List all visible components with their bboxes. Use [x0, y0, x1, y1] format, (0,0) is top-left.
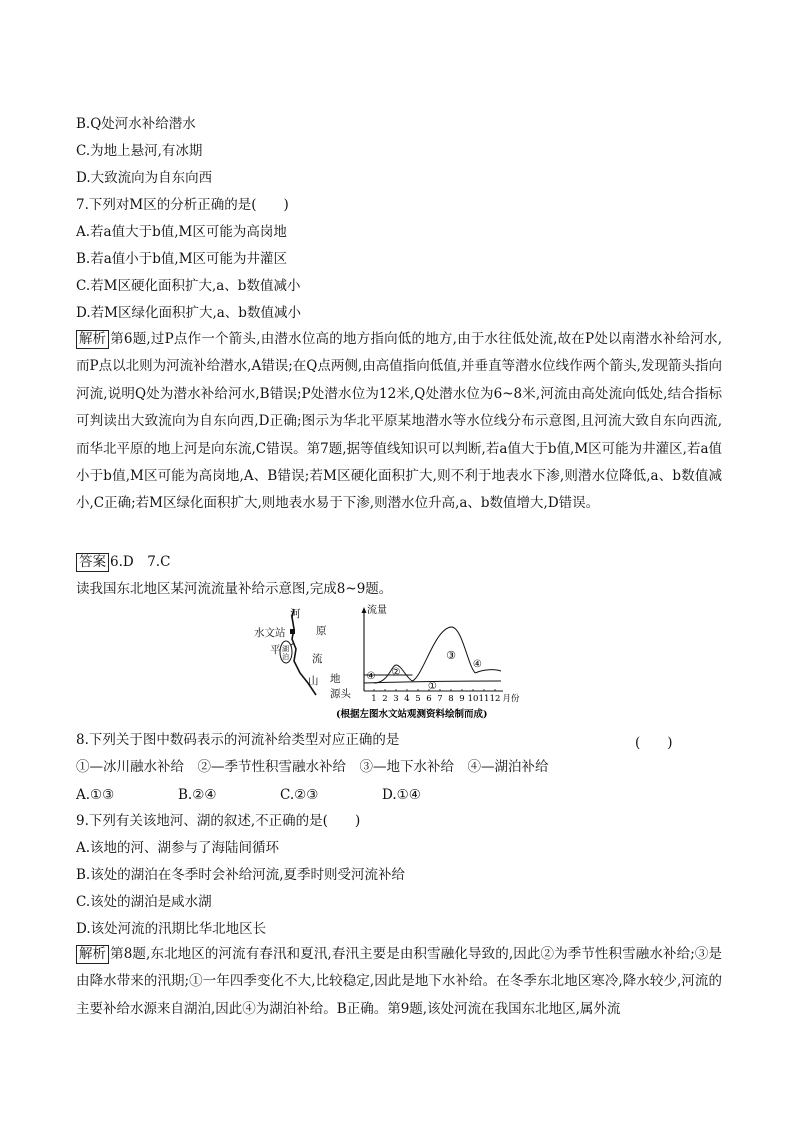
x-tick-label: 10	[467, 694, 479, 704]
answer-tag: 答案	[76, 553, 109, 572]
map-label-plain: 原	[316, 625, 327, 637]
x-tick-label: 1	[371, 694, 377, 704]
q9-option-c: C.该处的湖泊是咸水湖	[76, 894, 212, 910]
q8-options	[76, 786, 718, 804]
analysis-8-9	[76, 941, 722, 1023]
x-tick-label: 8	[448, 694, 454, 704]
map-label-source-head: 源头	[330, 688, 351, 700]
q9-option-d: D.该处河流的汛期比华北地区长	[76, 921, 267, 937]
river-map	[250, 603, 350, 703]
q9-option-a: A.该地的河、湖参与了海陆间循环	[76, 840, 280, 856]
q8-answer-paren: ( )	[635, 735, 673, 751]
x-tick-label: 6	[426, 694, 432, 704]
intro-8-9: 读我国东北地区某河流流量补给示意图,完成8~9题。	[76, 581, 393, 597]
map-label-mountain: 山	[308, 675, 319, 687]
x-tick-label: 2	[382, 694, 388, 704]
x-tick-label: 4	[404, 694, 410, 704]
label-2: ②	[391, 667, 401, 678]
map-label-river: 河	[290, 608, 301, 620]
x-tick-label: 9	[459, 694, 465, 704]
analysis-text: 第6题,过P点作一个箭头,由潜水位高的地方指向低的地方,由于水往低处流,故在P处以南潜水补给河水,而P点以北则为河流补给潜水,A错误;在Q点两侧,由高值指向低值,并垂直等潜水位线作两个箭头,发现箭头指向河流,说明Q处为潜水补给河水,B错误;P处潜水位为12米,Q处潜水位为6~8米,河流由高处流向低处,结合指标可判读出大致流向为自东向西,D正确;图示为华北平原某地潜水等水位线分布示意图,且河流大致自东向西流,而华北平原的地上河是向东流,C错误。第7题,据等值线知识可以判断,若a值大于b值,M区可能为井灌区,若a值小于b值,M区可能为高岗地,A、B错误;若M区硬化面积扩大,则不利于地表水下渗,则潜水位降低,a、b数值减小,C正确;若M区绿化面积扩大,则地表水易于下渗,则潜水位升高,a、b数值增大,D错误。	[76, 331, 722, 512]
label-left-4: ④	[366, 671, 376, 682]
analysis-6-7	[76, 326, 722, 518]
x-tick-label: 5	[415, 694, 421, 704]
series-4-curve-right	[475, 670, 501, 673]
flow-figure	[250, 603, 550, 721]
x-tick-label: 12	[489, 694, 501, 704]
answer-6-7	[76, 553, 718, 572]
q8-option-c: C.②③	[280, 787, 319, 803]
map-label-lake: 湖泊	[282, 645, 289, 661]
analysis-text-2: 第8题,东北地区的河流有春汛和夏汛,春汛主要是由积雪融化导致的,因此②为季节性积雪融水补给;③是由降水带来的汛期;①一年四季变化不大,比较稳定,因此是地下水补给。在冬季东北地区寒冷,降水较少,河流的主要补给水源来自湖泊,因此④为湖泊补给。B正确。第9题,该处河流在我国东北地区,属外流	[76, 946, 722, 1017]
analysis-tag: 解析	[76, 330, 109, 349]
q8-option-d: D.①④	[382, 787, 421, 803]
map-label-source: 地	[330, 673, 341, 685]
x-tick-label: 7	[437, 694, 443, 704]
q6-option-d: D.大致流向为自东向西	[76, 170, 213, 186]
q8-stem: 8.下列关于图中数码表示的河流补给类型对应正确的是	[76, 732, 400, 748]
label-1: ①	[427, 681, 437, 692]
q7-stem: 7.下列对M区的分析正确的是( )	[76, 197, 289, 213]
q9-stem: 9.下列有关该地河、湖的叙述,不正确的是( )	[76, 813, 361, 829]
q6-option-c: C.为地上悬河,有冰期	[76, 143, 203, 159]
y-axis-label: 流量	[367, 605, 387, 616]
map-label-plain-2: 平	[270, 644, 281, 656]
analysis-tag-2: 解析	[76, 945, 109, 964]
x-tick-label: 11	[478, 694, 490, 704]
map-label-flow: 流	[312, 653, 323, 665]
q7-option-d: D.若M区绿化面积扩大,a、b数值减小	[76, 305, 301, 321]
q8-option-b: B.②④	[178, 787, 217, 803]
x-axis-label: 月份	[502, 694, 520, 704]
chart-caption: (根据左图水文站观测资料绘制而成)	[336, 709, 488, 720]
label-3: ③	[446, 649, 456, 662]
series-3-curve	[413, 627, 476, 681]
label-right-4: ④	[472, 659, 482, 670]
answer-text: 6.D 7.C	[110, 554, 171, 570]
q7-option-b: B.若a值小于b值,M区可能为井灌区	[76, 251, 288, 267]
q7-option-c: C.若M区硬化面积扩大,a、b数值减小	[76, 278, 301, 294]
q9-option-b: B.该处的湖泊在冬季时会补给河流,夏季时则受河流补给	[76, 867, 406, 883]
map-label-station: 水文站	[254, 627, 286, 639]
q8-items: ①—冰川融水补给 ②—季节性积雪融水补给 ③—地下水补给 ④—湖泊补给	[76, 759, 549, 775]
q8-option-a: A.①③	[76, 787, 115, 803]
x-tick-label: 3	[393, 694, 399, 704]
q6-option-b: B.Q处河水补给潜水	[76, 116, 196, 132]
y-axis-arrow	[362, 607, 367, 613]
q7-option-a: A.若a值大于b值,M区可能为高岗地	[76, 224, 287, 240]
